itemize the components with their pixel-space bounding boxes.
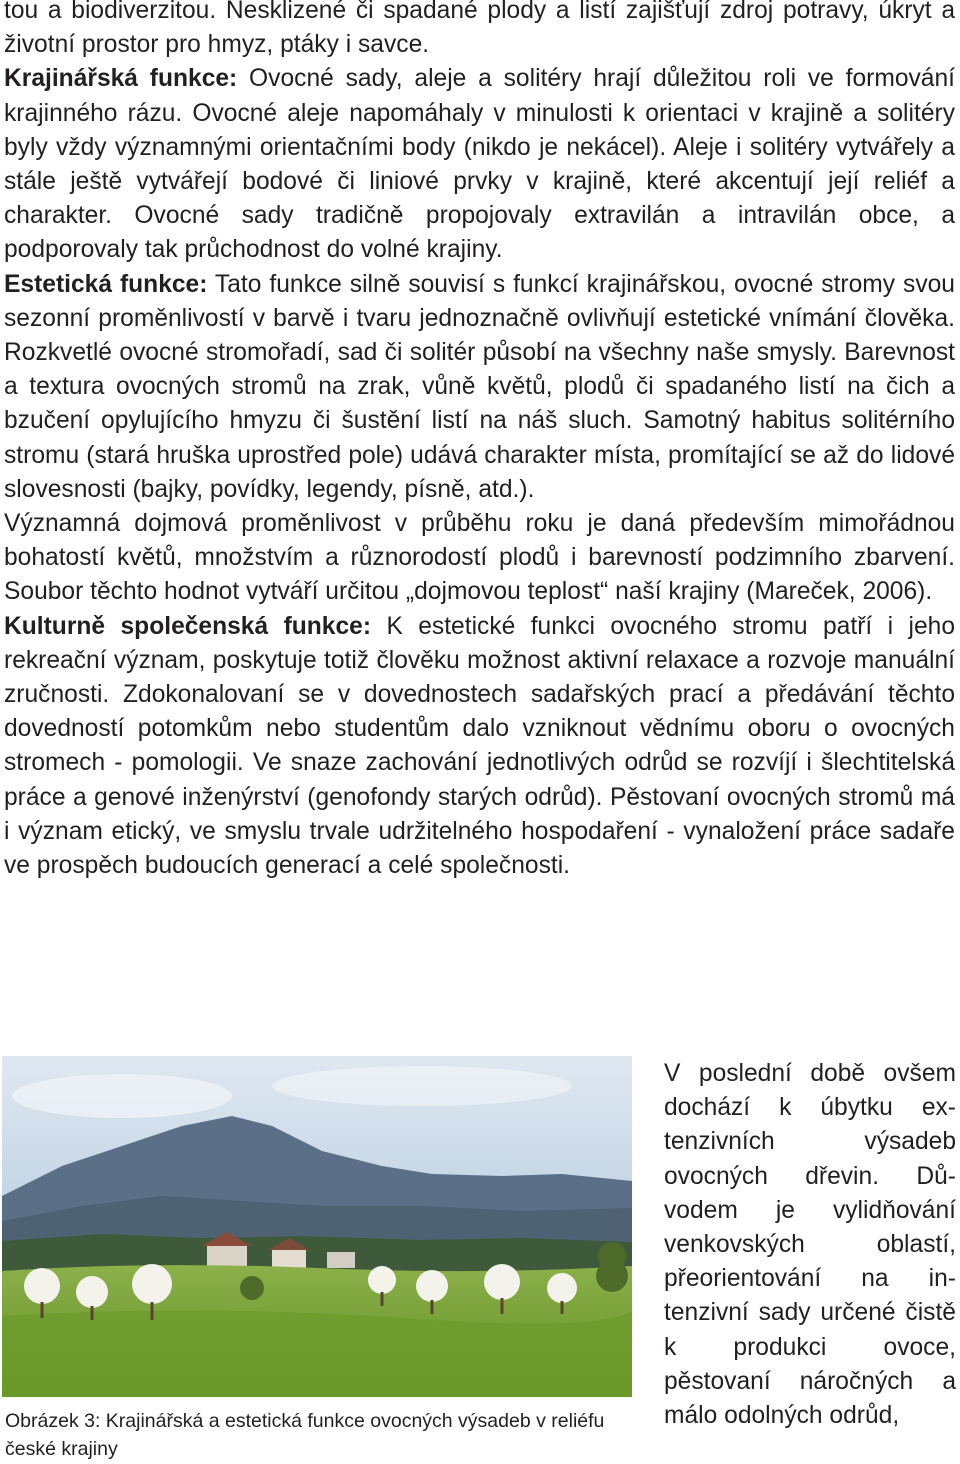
paragraph-impression [4, 507, 955, 610]
paragraph-landscape-function [4, 62, 955, 267]
paragraph-intro [4, 0, 955, 62]
paragraph-body: Ovocné sady, aleje a solitéry hrají důležitou roli ve formování krajinného rázu. Ovocné aleje napomáhaly v minulosti k orientaci v krajině a solitéry byly vždy významnými orientačními body (nikdo je nekácel). Aleje i solitéry vytvářely a stále ještě vytvářejí bodové či liniové prvky v krajině, které akcentují její reliéf a charakter. Ovocné sady tradičně propojovaly extravilán a intravilán obce, a podporovaly tak průchodnost do volné krajiny. [4, 65, 955, 264]
paragraph-body: Tato funkce silně souvisí s funkcí krajinářskou, ovocné stromy svou sezonní proměnlivostí v barvě i tvaru jednoznačně ovlivňují estetické vnímání člověka. Rozkvetlé ovocné stromořadí, sad či solitér působí na všechny naše smysly. Barevnost a textura ovocných stromů na zrak, vůně květů, plodů či spadaného listí na čich a bzučení opylujícího hmyzu či šustění listí na náš sluch. Samotný habitus solitérního stromu (stará hruška uprostřed pole) udává charakter místa, promítající se až do lidové slovesnosti (bajky, povídky, legendy, písně, atd.). [4, 270, 955, 503]
paragraph-body: K estetické funkci ovocného stromu patří i jeho rekreační význam, poskytuje totiž člověku možnost aktivní relaxace a rozvoje manuální zručnosti. Zdokonalovaní se v dovednostech sadařských prací a předávání těchto dovedností potomkům nebo studentům dalo vzniknout vědnímu oboru o ovocných stromech - pomologii. Ve snaze zachování jednotlivých odrůd se rozvíjí i šlechtitelská práce a genové inženýrství (genofondy starých odrůd). Pěstovaní ovocných stromů má i význam etický, ve smyslu trvale udržitelného hospodaření - vynaložení práce sadaře ve prospěch budoucích generací a celé společnosti. [4, 612, 955, 880]
figure-caption: Obrázek 3: Krajinářská a estetická funkce ovocných výsadeb v reliéfu české krajiny [5, 1410, 605, 1460]
paragraph-body: Významná dojmová proměnlivost v průběhu roku je daná především mimořádnou bohatostí květů, množstvím a různorodostí plodů i barevností podzimního zbarvení. Soubor těchto hodnot vytváří určitou „dojmovou teplost“ naší krajiny (Mareček, 2006). [4, 510, 955, 606]
side-column-text [664, 1057, 956, 1433]
body-text [4, 0, 955, 883]
paragraph-heading: Krajinářská funkce: [4, 65, 238, 93]
paragraph-aesthetic-function [4, 268, 955, 507]
side-paragraph: V poslední době ovšem dochází k úbytku extenzivních výsadeb ovocných dřevin. Důvodem je vylidňování venkovských oblastí, přeorientování na intenzivní sady určené čistě k produkci ovoce, pěstovaní náročných a málo odolných odrůd, [664, 1060, 956, 1430]
paragraph-heading: Estetická funkce: [4, 270, 208, 298]
figure-3 [2, 1056, 632, 1463]
paragraph-heading: Kulturně společenská funkce: [4, 612, 372, 640]
paragraph-body: tou a biodiverzitou. Nesklizené či spadané plody a listí zajišťují zdroj potravy, úkryt a životní prostor pro hmyz, ptáky i savce. [4, 0, 955, 59]
paragraph-cultural-function [4, 610, 955, 884]
landscape-photo [2, 1056, 632, 1397]
